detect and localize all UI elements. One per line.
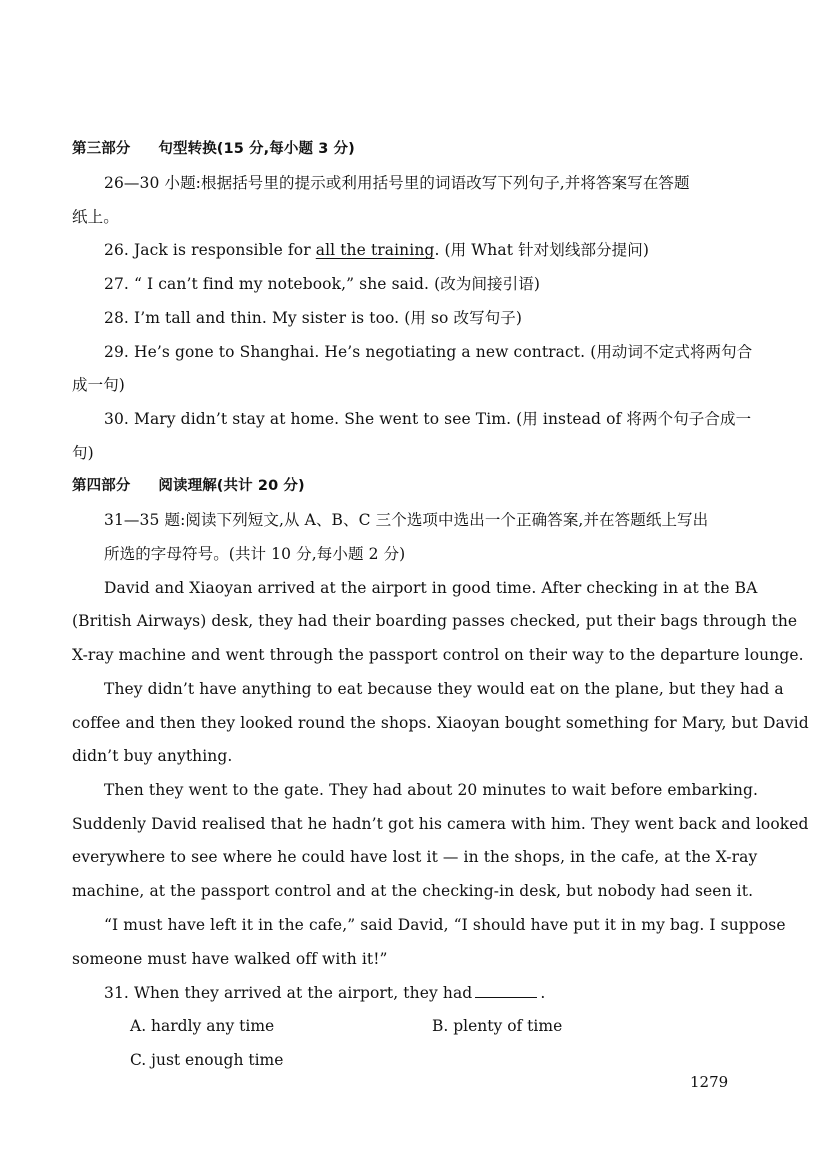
page-number: 1279 — [690, 1073, 729, 1091]
question-26-text-a: 26. Jack is responsible for — [104, 241, 316, 259]
question-29-line-2: 成一句) — [72, 376, 125, 394]
question-31-end: . — [540, 984, 546, 1002]
question-26-text-b: . (用 What 针对划线部分提问) — [434, 241, 650, 259]
question-28: 28. I’m tall and thin. My sister is too. (用 so 改写句子) — [104, 309, 523, 327]
part4-instruction-line-1: 31—35 题:阅读下列短文,从 A、B、C 三个选项中选出一个正确答案,并在答题纸上写出 — [104, 511, 709, 529]
passage-p3-line-4: machine, at the passport control and at the checking-in desk, but nobody had seen it. — [72, 882, 754, 900]
passage-p3-line-2: Suddenly David realised that he hadn’t got his camera with him. They went back and looked — [72, 815, 809, 833]
question-27: 27. “ I can’t find my notebook,” she said. (改为间接引语) — [104, 275, 541, 293]
passage-p3-line-1: Then they went to the gate. They had about 20 minutes to wait before embarking. — [104, 781, 759, 799]
part3-heading-title: 句型转换(15 分,每小题 3 分) — [158, 141, 355, 157]
part4-heading-title: 阅读理解(共计 20 分) — [158, 478, 305, 494]
question-26-underlined: all the training — [315, 241, 435, 259]
part4-instruction-line-2: 所选的字母符号。(共计 10 分,每小题 2 分) — [104, 545, 406, 563]
part3-heading — [72, 139, 762, 159]
question-29-line-1: 29. He’s gone to Shanghai. He’s negotiating a new contract. (用动词不定式将两句合 — [104, 343, 753, 361]
passage-p4-line-1: “I must have left it in the cafe,” said David, “I should have put it in my bag. I suppose — [104, 916, 786, 934]
passage-p4-line-2: someone must have walked off with it!” — [72, 950, 388, 968]
question-31-option-b: B. plenty of time — [432, 1017, 563, 1035]
passage-p1-line-1: David and Xiaoyan arrived at the airport in good time. After checking in at the BA — [104, 579, 758, 597]
part3-instruction-line-1: 26—30 小题:根据括号里的提示或利用括号里的词语改写下列句子,并将答案写在答题 — [104, 174, 690, 192]
part3-instruction-line-2: 纸上。 — [72, 208, 119, 226]
question-31-option-c: C. just enough time — [130, 1051, 284, 1069]
passage-p2-line-3: didn’t buy anything. — [72, 747, 233, 765]
question-30-line-1: 30. Mary didn’t stay at home. She went to see Tim. (用 instead of 将两个句子合成一 — [104, 410, 752, 428]
part4-heading — [72, 476, 762, 496]
question-31 — [104, 983, 794, 1003]
question-31-option-a: A. hardly any time — [130, 1017, 275, 1035]
question-26 — [104, 240, 794, 260]
passage-p2-line-1: They didn’t have anything to eat because they would eat on the plane, but they had a — [104, 680, 784, 698]
passage-p3-line-3: everywhere to see where he could have lost it — in the shops, in the cafe, at the X-ray — [72, 848, 758, 866]
question-31-blank — [475, 983, 537, 998]
question-30-line-2: 句) — [72, 444, 94, 462]
passage-p1-line-2: (British Airways) desk, they had their boarding passes checked, put their bags through the — [72, 612, 798, 630]
part4-heading-label: 第四部分 — [72, 478, 131, 494]
passage-p1-line-3: X-ray machine and went through the passport control on their way to the departure lounge. — [72, 646, 804, 664]
question-31-text: 31. When they arrived at the airport, they had — [104, 984, 473, 1002]
part3-heading-label: 第三部分 — [72, 141, 131, 157]
passage-p2-line-2: coffee and then they looked round the shops. Xiaoyan bought something for Mary, but David — [72, 714, 809, 732]
